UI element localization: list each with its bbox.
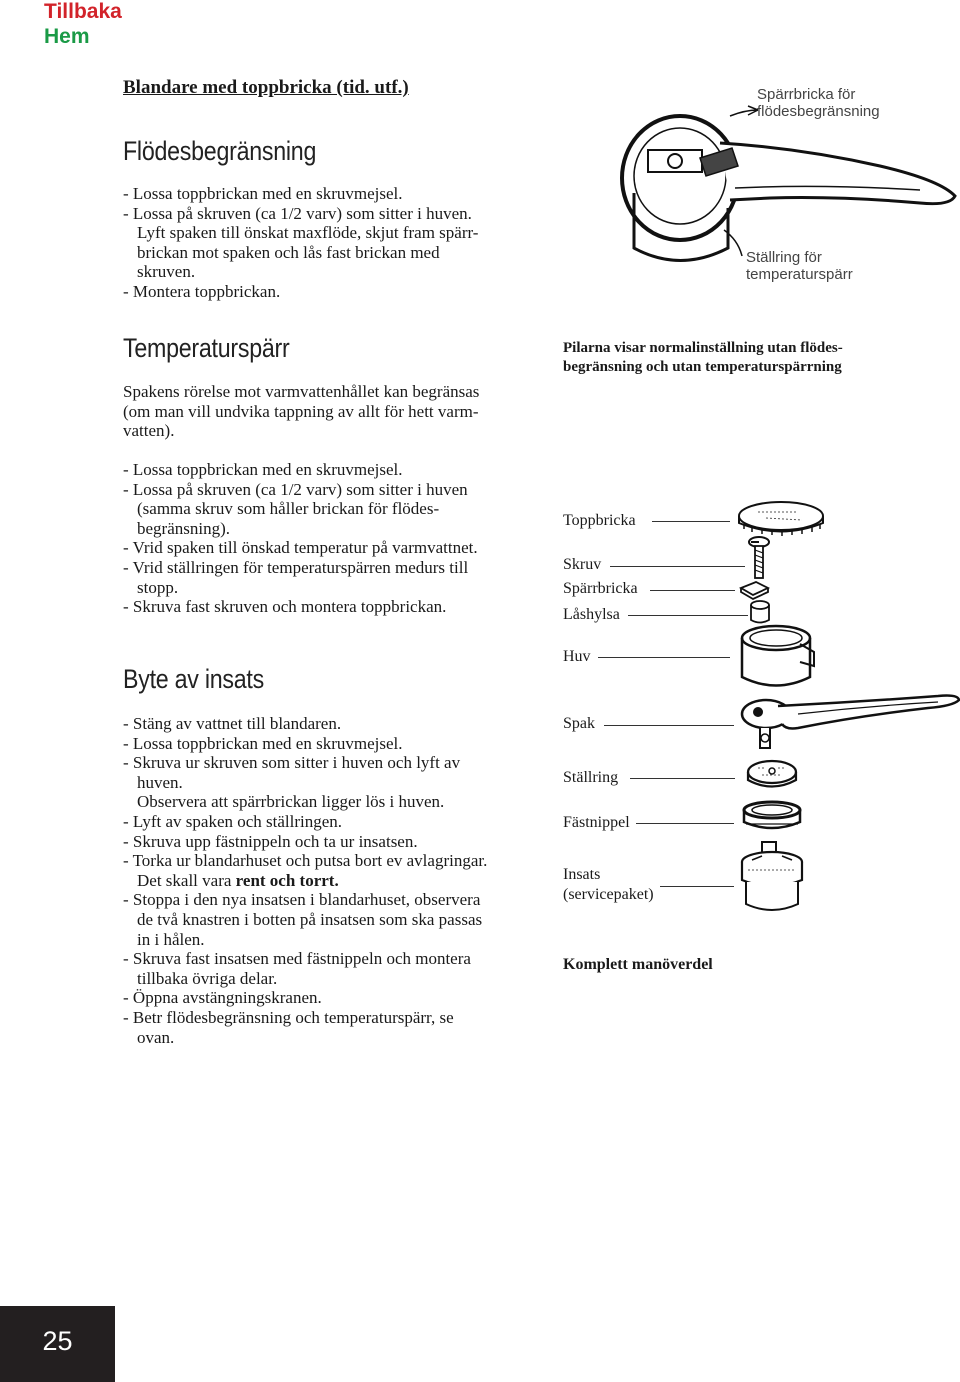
- leader-line: [636, 823, 734, 824]
- part-label-nipple: Fästnippel: [563, 814, 630, 831]
- temp-step: - Skruva fast skruven och montera toppbrickan.: [123, 597, 447, 617]
- insert-step: - Skruva ur skruven som sitter i huven och lyft av: [123, 753, 461, 773]
- insert-step: - Skruva upp fästnippeln och ta ur insatsen.: [123, 831, 418, 851]
- part-label-ring: Ställring: [563, 769, 619, 786]
- emphasis: rent och torrt.: [235, 870, 339, 890]
- document-title: Blandare med toppbricka (tid. utf.): [123, 77, 409, 98]
- insert-step: - Lyft av spaken och ställringen.: [123, 811, 343, 831]
- flow-step: brickan mot spaken och lås fast brickan med: [137, 242, 440, 262]
- insert-step: - Torka ur blandarhuset och putsa bort ev avlagringar.: [123, 851, 488, 871]
- leader-line: [598, 657, 730, 658]
- part-label-lock-sleeve: Låshylsa: [563, 606, 620, 623]
- leader-line: [660, 886, 734, 887]
- insert-step: - Lossa toppbrickan med en skruvmejsel.: [123, 733, 403, 753]
- flow-step: skruven.: [137, 262, 196, 282]
- leader-line: [610, 566, 745, 567]
- caption-temp-ring: [746, 249, 853, 283]
- heading-replace-cartridge: Byte av insats: [123, 664, 264, 694]
- cap-drawing: [734, 622, 824, 692]
- caption-line: temperaturspärr: [746, 266, 853, 283]
- arrow-note: [563, 339, 843, 377]
- ring-drawing: [744, 758, 804, 794]
- insert-step: - Stäng av vattnet till blandaren.: [123, 714, 342, 733]
- insert-step: Observera att spärrbrickan ligger lös i huven.: [137, 792, 445, 812]
- screw-drawing: [746, 536, 772, 580]
- part-label-cartridge: [563, 865, 654, 905]
- insert-steps: [123, 714, 487, 1047]
- text-line: vatten).: [123, 421, 175, 441]
- insert-step: [123, 871, 487, 891]
- temp-step: begränsning).: [137, 518, 231, 538]
- insert-step: - Öppna avstängningskranen.: [123, 988, 322, 1008]
- flow-step: Lyft spaken till önskat maxflöde, skjut fram spärr-: [137, 223, 479, 243]
- text-line: begränsning och utan temperaturspärrning: [563, 359, 842, 375]
- nipple-drawing: [740, 800, 806, 834]
- text-line: (om man vill undvika tappning av allt för hett varm-: [123, 401, 479, 421]
- temp-step: - Vrid spaken till önskad temperatur på varmvattnet.: [123, 538, 478, 558]
- heading-flow-limit: Flödesbegränsning: [123, 136, 317, 166]
- leader-line: [652, 521, 730, 522]
- insert-step: ovan.: [137, 1027, 175, 1047]
- leader-line: [604, 725, 734, 726]
- leader-line: [650, 590, 735, 591]
- part-label-top-washer: Toppbricka: [563, 512, 636, 529]
- part-label-cap: Huv: [563, 648, 591, 665]
- temp-step: stopp.: [137, 577, 179, 597]
- back-link[interactable]: Tillbaka: [44, 0, 122, 23]
- part-label-lever: Spak: [563, 715, 595, 732]
- flow-step: - Lossa på skruven (ca 1/2 varv) som sitter i huven.: [123, 203, 472, 223]
- insert-step: huven.: [137, 772, 183, 792]
- heading-temperature-lock: Temperaturspärr: [123, 333, 290, 363]
- temp-steps: [123, 460, 478, 617]
- leader-line: [628, 615, 748, 616]
- page-number-box: [0, 1306, 115, 1382]
- text-line: Spakens rörelse mot varmvattenhållet kan begränsas: [123, 382, 480, 401]
- complete-assembly-label: Komplett manöverdel: [563, 956, 713, 973]
- part-label-screw: Skruv: [563, 556, 602, 573]
- caption-lock-washer-flow: [757, 86, 880, 120]
- top-washer-drawing: [736, 498, 826, 538]
- insert-step: de två knastren i botten på insatsen som ska passas: [137, 909, 483, 929]
- lever-drawing: [738, 694, 960, 758]
- caption-line: Spärrbricka för: [757, 86, 856, 103]
- caption-line: Ställring för: [746, 249, 822, 266]
- temp-step: - Lossa toppbrickan med en skruvmejsel.: [123, 460, 403, 479]
- temp-step: - Lossa på skruven (ca 1/2 varv) som sitter i huven: [123, 479, 468, 499]
- text-line: Pilarna visar normalinställning utan flödes-: [563, 340, 843, 356]
- temp-intro: [123, 382, 479, 441]
- insert-step: - Stoppa i den nya insatsen i blandarhuset, observera: [123, 890, 481, 910]
- home-link[interactable]: Hem: [44, 25, 90, 48]
- text-run: Det skall vara: [137, 870, 236, 890]
- flow-step: - Lossa toppbrickan med en skruvmejsel.: [123, 184, 403, 203]
- insert-step: - Betr flödesbegränsning och temperaturspärr, se: [123, 1007, 454, 1027]
- caption-line: flödesbegränsning: [757, 103, 880, 120]
- insert-step: tillbaka övriga delar.: [137, 968, 278, 988]
- insert-step: in i hålen.: [137, 929, 205, 949]
- temp-step: - Vrid ställringen för temperaturspärren medurs till: [123, 557, 469, 577]
- part-label-lock-washer: Spärrbricka: [563, 580, 638, 597]
- cartridge-drawing: [736, 840, 812, 914]
- temp-step: (samma skruv som håller brickan för flödes-: [137, 499, 440, 519]
- text-line: (servicepaket): [563, 886, 654, 903]
- text-line: Insats: [563, 866, 601, 883]
- lock-washer-drawing: [738, 580, 770, 600]
- page-number: 25: [42, 1326, 73, 1356]
- flow-step: - Montera toppbrickan.: [123, 281, 281, 301]
- insert-step: - Skruva fast insatsen med fästnippeln och montera: [123, 949, 471, 969]
- leader-line: [630, 778, 735, 779]
- flow-steps: [123, 184, 478, 302]
